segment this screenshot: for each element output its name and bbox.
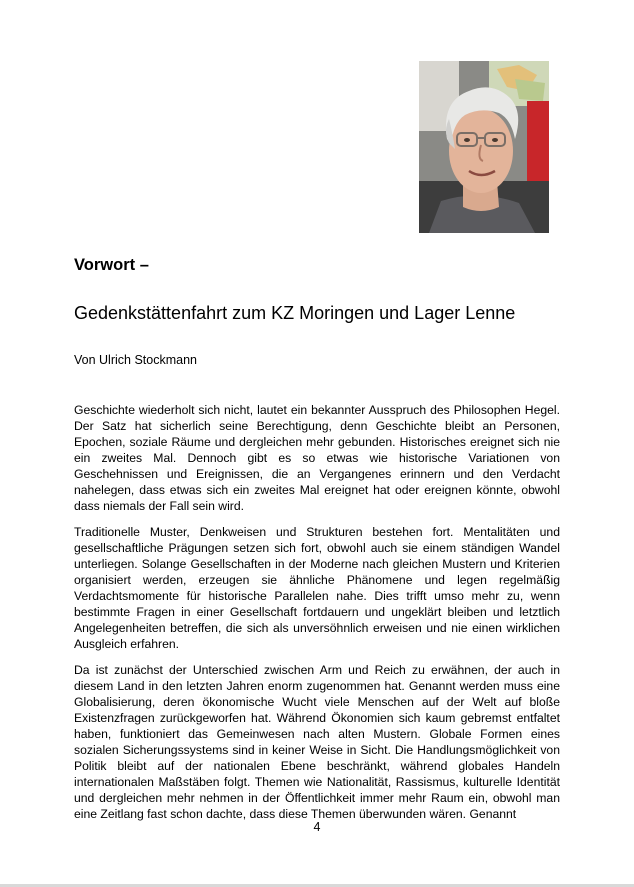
body-text	[74, 402, 560, 832]
paragraph: Geschichte wiederholt sich nicht, lautet ein bekannter Ausspruch des Philosophen Hegel. Der Satz hat sicherlich seine Berechtigung, denn Geschichte bleibt an Personen, Epochen, soziale Räume und dergleichen mehr gebunden. Historisches ereignet sich nie ein zweites Mal. Dennoch gibt es so etwas wie historische Variationen von Geschehnissen und Ereignissen, die an Vergangenes erinnern und den Verdacht nahelegen, dass etwas sich ein zweites Mal ereignet hat oder ereignen könnte, obwohl dass niemals der Fall sein wird.	[74, 403, 560, 513]
paragraph: Da ist zunächst der Unterschied zwischen Arm und Reich zu erwähnen, der auch in diesem Land in den letzten Jahren enorm zugenommen hat. Genannt werden muss eine Globalisierung, deren ökonomische Wucht viele Menschen auf der Welt auf bloße Existenzfragen zurückgeworfen hat. Während Ökonomien sich kaum gebremst entfaltet haben, funktioniert das Gemeinwesen nach alten Mustern. Globale Formen eines sozialen Sicherungssystems sind in keiner Weise in Sicht. Die Handlungsmöglichkeit von Politik bleibt auf der nationalen Ebene beschränkt, während globales Handeln internationalen Maßstäben folgt. Themen wie Nationalität, Rassismus, kulturelle Identität und dergleichen mehr nehmen in der Öffentlichkeit immer mehr Raum ein, obwohl man eine Zeitlang fast schon dachte, dass diese Themen überwunden wären. Genannt	[74, 663, 560, 821]
author-line: Von Ulrich Stockmann	[74, 353, 197, 367]
paragraph: Traditionelle Muster, Denkweisen und Strukturen bestehen fort. Mentalitäten und gesellschaftliche Prägungen setzen sich fort, obwohl auch sie einem ständigen Wandel unterliegen. Solange Gesellschaften in der Moderne nach gleichen Mustern und Kriterien organisiert werden, erzeugen sie ähnliche Phänomene und legen regelmäßig Verdachtsmomente für historische Parallelen nahe. Dies trifft umso mehr zu, wenn bestimmte Fragen in einer Gesellschaft fortdauern und ungeklärt bleiben und letztlich Angelegenheiten betreffen, die sich als unversöhnlich erweisen und nie einen wirklichen Ausgleich erfahren.	[74, 525, 560, 651]
section-heading: Vorwort –	[74, 256, 149, 274]
document-title: Gedenkstättenfahrt zum KZ Moringen und Lager Lenne	[74, 303, 516, 323]
author-portrait-photo	[419, 61, 549, 233]
page-number: 4	[313, 820, 321, 834]
